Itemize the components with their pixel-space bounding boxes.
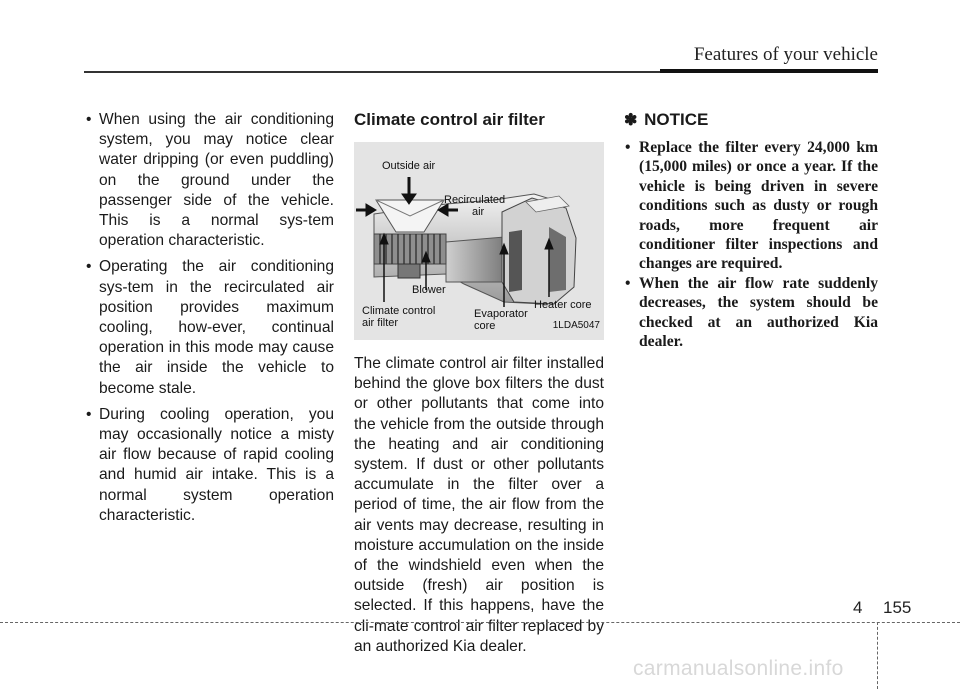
footer-divider: [877, 622, 878, 689]
label-recirculated-air: air: [472, 206, 485, 218]
notice-heading: [624, 110, 878, 131]
filter-paragraph: The climate control air filter installed behind the glove box filters the dust or other pollutants that come into the vehicle from the outside through the heating and air conditioning system. If dust or other pollutants accumulate in the filter over a period of time, the air flow from the air vents may decrease, resulting in moisture accumulation on the inside of the windshield even when the outside (fresh) air position is selected. If this happens, have the cli-mate control air filter replaced by an authorized Kia dealer.: [354, 355, 604, 655]
watermark: carmanualsonline.info: [633, 657, 844, 680]
label-heater-core: Heater core: [534, 299, 592, 311]
notice-star-icon: ✽: [624, 112, 638, 129]
label-evaporator: Evaporator: [474, 308, 528, 320]
label-blower: Blower: [412, 284, 446, 296]
column-middle: [354, 110, 604, 657]
label-air-filter: air filter: [362, 317, 399, 329]
notice-list: [624, 138, 878, 351]
list-item: • Operating the air conditioning sys-tem in the recirculated air position provides maximum cooling, how-ever, continual operation in this mode may cause the air inside the vehicle to become stale.: [84, 257, 334, 398]
column-left: [84, 110, 334, 532]
air-filter-diagram: [354, 142, 604, 340]
column-right: [624, 110, 878, 351]
filter-section-title: Climate control air filter: [354, 110, 545, 129]
notice-title: NOTICE: [644, 110, 709, 129]
list-item: • When using the air conditioning system, you may notice clear water dripping (or even puddling) on the ground under the passenger side of the vehicle. This is a normal sys-tem operation characteristic.: [84, 110, 334, 251]
header-rule-accent: [660, 69, 878, 73]
label-evaporator-core: core: [474, 320, 496, 332]
label-climate-filter: Climate control: [362, 305, 436, 317]
footer-rule: [0, 622, 960, 623]
page-number: 155: [883, 598, 912, 617]
figure-code: 1LDA5047: [552, 319, 600, 331]
chapter-number: 4: [853, 598, 863, 617]
ac-notes-list: [84, 110, 334, 526]
section-title: Features of your vehicle: [693, 44, 878, 65]
label-recirculated: Recirculated: [444, 194, 506, 206]
label-outside-air: Outside air: [382, 160, 436, 172]
list-item: • Replace the filter every 24,000 km (15,000 miles) or once a year. If the vehicle is being driven in severe conditions such as dusty or rough roads, more frequent air conditioner filter inspections and changes are required.: [624, 138, 878, 274]
list-item: • During cooling operation, you may occasionally notice a misty air flow because of rapid cooling and humid air intake. This is a normal system operation characteristic.: [84, 405, 334, 526]
list-item: • When the air flow rate suddenly decreases, the system should be checked at an authorized Kia dealer.: [624, 274, 878, 352]
